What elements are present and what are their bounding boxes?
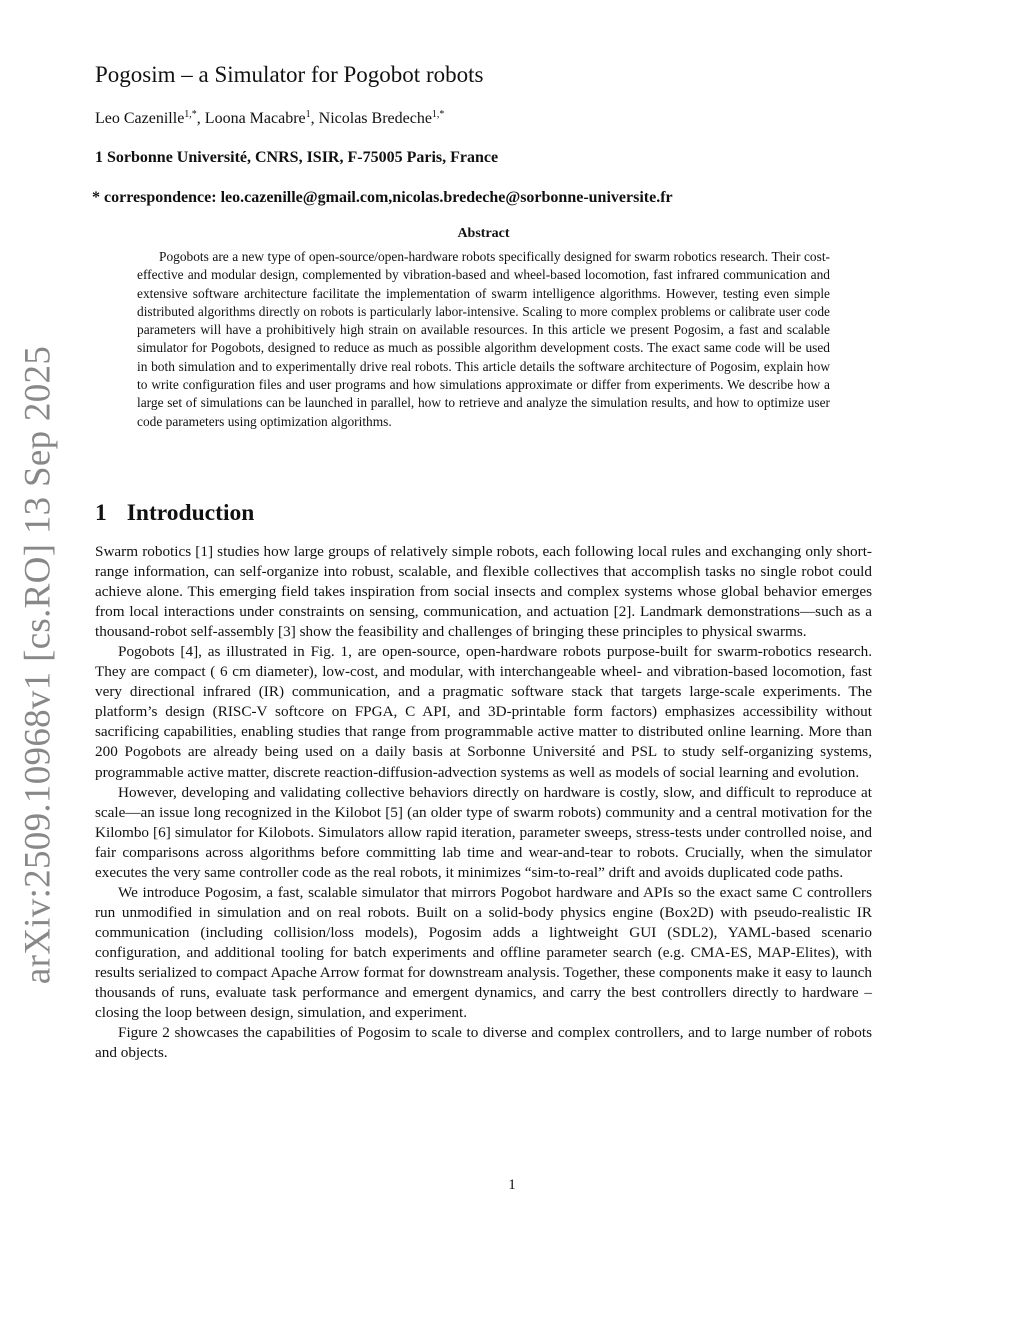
author-list	[95, 110, 444, 128]
author-affiliation-mark: 1,*	[184, 109, 197, 120]
author-name: Loona Macabre	[204, 110, 306, 127]
author-name: Nicolas Bredeche	[318, 110, 432, 127]
paragraph: Pogobots [4], as illustrated in Fig. 1, are open-source, open-hardware robots purpose-built for swarm-robotics research. They are compact ( 6 cm diameter), low-cost, and modular, with interchangeable wheel- and vibration-based locomotion, fast very directional infrared (IR) communication, and a pragmatic software stack that targets large-scale experiments. The platform’s design (RISC-V softcore on FPGA, C API, and 3D-printable form factors) emphasizes accessibility without sacrificing capabilities, enabling studies that range from programmable active matter to distributed online learning. More than 200 Pogobots are already being used on a daily basis at Sorbonne Université and PSL to study self-organizing systems, programmable active matter, discrete reaction-diffusion-advection systems as well as models of social learning and evolution.	[95, 643, 872, 781]
affiliation: 1 Sorbonne Université, CNRS, ISIR, F-75005 Paris, France	[95, 149, 499, 166]
page-number: 1	[508, 1177, 516, 1193]
author-separator: ,	[196, 110, 205, 127]
paragraph: However, developing and validating collective behaviors directly on hardware is costly, slow, and difficult to reproduce at scale—an issue long recognized in the Kilobot [5] (an older type of swarm robots) community and a central motivation for the Kilombo [6] simulator for Kilobots. Simulators allow rapid iteration, parameter sweeps, stress-tests under controlled noise, and fair comparisons across algorithms before committing lab time and wear-and-tear to robots. Crucially, when the simulator executes the very same controller code as the real robots, it minimizes “sim-to-real” drift and avoids duplicated code paths.	[95, 783, 872, 881]
author-separator: ,	[310, 110, 319, 127]
section-title: Introduction	[126, 500, 255, 526]
abstract-text: Pogobots are a new type of open-source/open-hardware robots specifically designed for swarm robotics research. Their cost-effective and modular design, complemented by vibration-based and wheel-based locomotion, fast infrared communication and extensive software architecture facilitate the implementation of swarm intelligence algorithms. However, testing even simple distributed algorithms directly on robots is particularly labor-intensive. Scaling to more complex problems or calibrate user code parameters will have a prohibitively high strain on available resources. In this article we present Pogosim, a fast and scalable simulator for Pogobots, designed to reduce as much as possible algorithm development costs. The exact same code will be used in both simulation and to experimentally drive real robots. This article details the software architecture of Pogosim, explain how to write configuration files and user programs and how simulations approximate or differ from experiments. We describe how a large set of simulations can be launched in parallel, how to retrieve and analyze the simulation results, and how to optimize user code parameters using optimization algorithms.	[137, 249, 830, 429]
correspondence: * correspondence: leo.cazenille@gmail.com,nicolas.bredeche@sorbonne-universite.fr	[92, 189, 673, 206]
section-heading	[95, 500, 254, 527]
paragraph: Swarm robotics [1] studies how large groups of relatively simple robots, each following local rules and exchanging only short-range information, can self-organize into robust, scalable, and flexible collectives that accomplish tasks no single robot could achieve alone. This emerging field takes inspiration from social insects and complex systems whose global behavior emerges from local interactions under constraints on sensing, communication, and actuation [2]. Landmark demonstrations—such as a thousand-robot self-assembly [3] show the feasibility and challenges of bringing these principles to physical swarms.	[95, 543, 872, 641]
paragraph: Figure 2 showcases the capabilities of Pogosim to scale to diverse and complex controllers, and to large number of robots and objects.	[95, 1024, 872, 1062]
abstract-heading: Abstract	[457, 226, 510, 241]
author-affiliation-mark: 1	[305, 109, 311, 120]
author-affiliation-mark: 1,*	[431, 109, 445, 120]
paper-title: Pogosim – a Simulator for Pogobot robots	[95, 62, 484, 87]
author-name: Leo Cazenille	[95, 110, 185, 127]
section-body	[95, 542, 872, 1063]
paragraph: We introduce Pogosim, a fast, scalable simulator that mirrors Pogobot hardware and APIs so the exact same C controllers run unmodified in simulation and on real robots. Built on a solid-body physics engine (Box2D) with pseudo-realistic IR communication (including collision/loss models), Pogosim adds a lightweight GUI (SDL2), YAML-based scenario configuration, and additional tooling for batch experiments and offline parameter search (e.g. CMA-ES, MAP-Elites), with results serialized to compact Apache Arrow format for downstream analysis. Together, these components make it easy to launch thousands of runs, evaluate task performance and emergent dynamics, and carry the best controllers directly to hardware – closing the loop between design, simulation, and experiment.	[95, 883, 873, 1022]
arxiv-identifier: arXiv:2509.10968v1 [cs.RO] 13 Sep 2025	[17, 345, 59, 985]
section-number: 1	[95, 500, 107, 526]
